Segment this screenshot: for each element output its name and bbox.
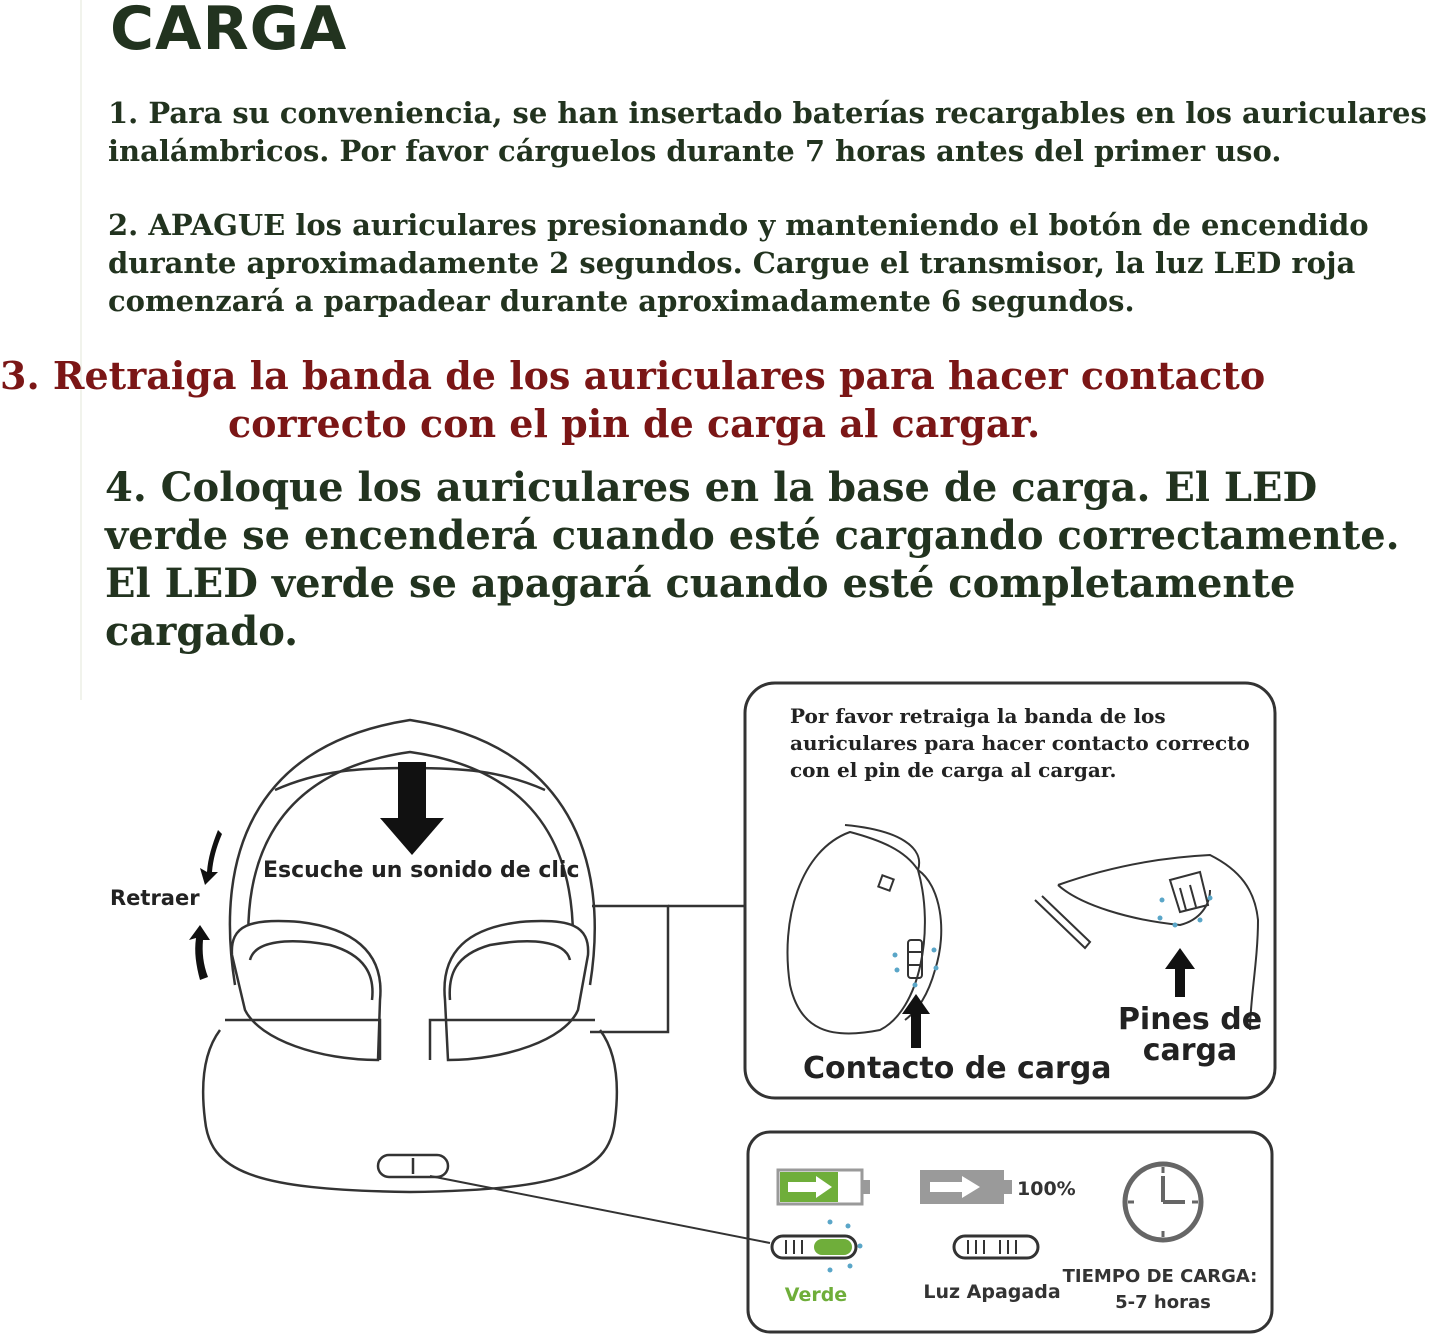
step-4-text: 4. Coloque los auriculares en la base de carga. El LED verde se encenderá cuando esté cargando correctamente. El LED verde se apagará cuando esté completamente cargado. xyxy=(105,464,1400,655)
callout-note-line-2: auriculares para hacer contacto correcto xyxy=(790,731,1250,755)
led-green-label: Verde xyxy=(784,1284,848,1306)
step-3-line-2: correcto con el pin de carga al cargar. xyxy=(228,401,1041,446)
page-title: CARGA xyxy=(110,0,348,64)
up-arrow-pins-icon xyxy=(1165,948,1195,997)
retract-label: Retraer xyxy=(110,886,200,910)
step-2-text: 2. APAGUE los auriculares presionando y manteniendo el botón de encendido durante aproximadamente 2 segundos. Cargue el transmisor, la luz LED roja comenzará a parpadear durante aproximadamente 6 segundos. xyxy=(108,208,1369,318)
led-off-label: Luz Apagada xyxy=(923,1281,1061,1303)
battery-charging-icon xyxy=(778,1170,870,1204)
led-off-indicator xyxy=(954,1236,1038,1258)
callout-note-line-1: Por favor retraiga la banda de los xyxy=(790,704,1166,728)
step-3-line-1: 3. Retraiga la banda de los auriculares para hacer contacto xyxy=(0,353,1266,398)
battery-full-icon xyxy=(920,1170,1012,1204)
led-green-indicator xyxy=(772,1220,863,1273)
charge-time-value: 5-7 horas xyxy=(1115,1292,1211,1313)
down-arrow-icon xyxy=(380,762,444,855)
headphones-on-base-drawing xyxy=(203,720,770,1243)
contact-label: Contacto de carga xyxy=(803,1051,1112,1086)
pins-label-line-1: Pines de xyxy=(1117,1002,1263,1037)
pins-label-line-2: carga xyxy=(1142,1033,1238,1068)
step-1-text: 1. Para su conveniencia, se han insertado baterías recargables en los auriculares inalámbricos. Por favor cárguelos durante 7 horas antes del primer uso. xyxy=(108,96,1427,168)
charge-time-title: TIEMPO DE CARGA: xyxy=(1062,1266,1258,1287)
clock-icon xyxy=(1125,1164,1201,1240)
click-sound-label: Escuche un sonido de clic xyxy=(263,858,580,883)
callout-note-line-3: con el pin de carga al cargar. xyxy=(790,758,1117,782)
battery-full-label: 100% xyxy=(1017,1178,1076,1200)
